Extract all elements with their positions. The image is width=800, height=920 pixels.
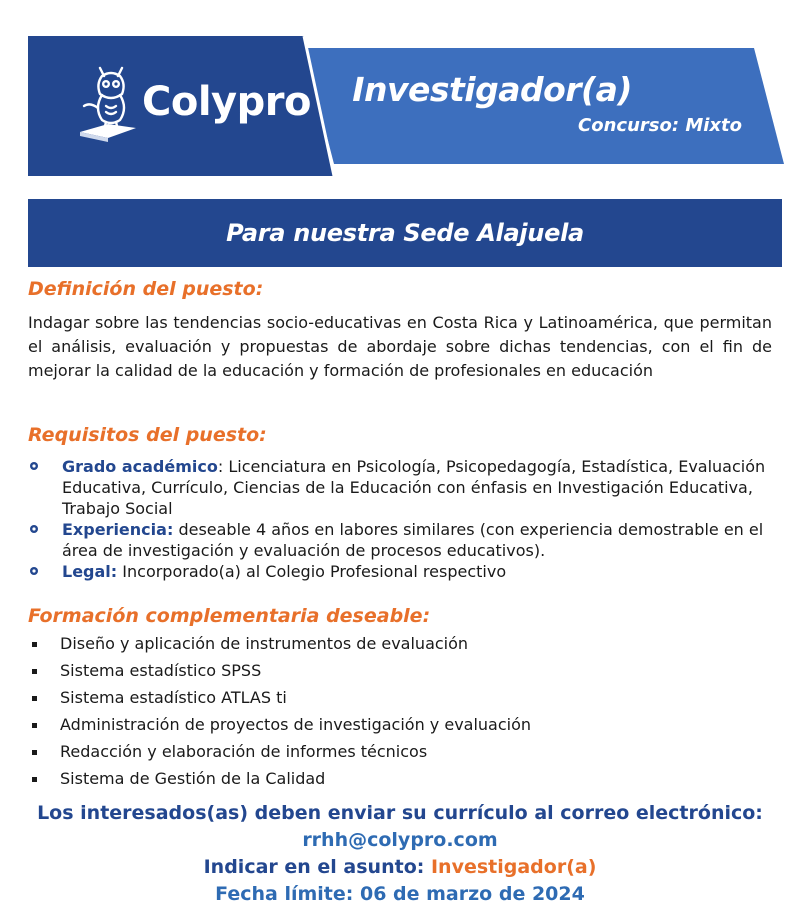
subject-value: Investigador(a): [430, 856, 597, 878]
training-item: Administración de proyectos de investigación y evaluación: [60, 715, 532, 734]
requirement-separator: :: [217, 457, 229, 476]
list-item: [28, 661, 531, 688]
colypro-logo: [78, 62, 311, 142]
requirement-text: Incorporado(a) al Colegio Profesional respectivo: [122, 562, 507, 581]
header-banner: [28, 36, 784, 176]
requirement-text: deseable 4 años en labores similares (con experiencia demostrable en el área de investigación y evaluación de procesos educativos).: [62, 520, 764, 560]
deadline: Fecha límite: 06 de marzo de 2024: [215, 883, 585, 905]
list-item: [28, 561, 780, 582]
list-item: [28, 715, 531, 742]
sede-text: Para nuestra Sede Alajuela: [226, 219, 584, 247]
definition-text: Indagar sobre las tendencias socio-educativas en Costa Rica y Latinoamérica, que permitan el análisis, evaluación y propuestas de abordaje sobre dichas tendencias, con el fin de mejorar la calidad de la educación y formación de profesionales en educación: [28, 313, 772, 380]
training-item: Diseño y aplicación de instrumentos de evaluación: [60, 634, 469, 653]
square-bullet-icon: [32, 723, 37, 728]
requirements-heading: Requisitos del puesto:: [28, 424, 267, 446]
training-list: [28, 634, 531, 796]
list-item: [28, 634, 531, 661]
requirement-text: Licenciatura en Psicología, Psicopedagogía, Estadística, Evaluación Educativa, Currículo, Ciencias de la Educación con énfasis en Investigación Educativa, Trabajo Social: [62, 457, 766, 518]
square-bullet-icon: [32, 777, 37, 782]
job-title: Investigador(a): [352, 70, 632, 109]
application-instructions: [0, 800, 800, 908]
list-item: [28, 456, 780, 519]
requirement-label: Legal:: [62, 562, 118, 581]
contest-type: Concurso: Mixto: [578, 115, 742, 136]
training-heading: Formación complementaria deseable:: [28, 605, 431, 627]
training-item: Sistema estadístico SPSS: [60, 661, 262, 680]
subject-label: Indicar en el asunto:: [203, 856, 425, 878]
training-item: Redacción y elaboración de informes técnicos: [60, 742, 428, 761]
bullet-icon: [28, 565, 40, 577]
owl-on-book-icon: [78, 62, 140, 142]
requirements-list: [28, 456, 780, 582]
bullet-icon: [28, 523, 40, 535]
square-bullet-icon: [32, 669, 37, 674]
training-item: Sistema de Gestión de la Calidad: [60, 769, 326, 788]
square-bullet-icon: [32, 642, 37, 647]
requirement-label: Grado académico: [62, 457, 218, 476]
subject-instruction: [0, 854, 800, 881]
sede-banner: [28, 199, 782, 267]
square-bullet-icon: [32, 696, 37, 701]
list-item: [28, 688, 531, 715]
requirement-label: Experiencia:: [62, 520, 174, 539]
training-item: Sistema estadístico ATLAS ti: [60, 688, 287, 707]
list-item: [28, 519, 780, 561]
list-item: [28, 742, 531, 769]
square-bullet-icon: [32, 750, 37, 755]
definition-heading: Definición del puesto:: [28, 278, 264, 300]
list-item: [28, 769, 531, 796]
send-cv-instruction: Los interesados(as) deben enviar su currículo al correo electrónico:: [37, 802, 763, 824]
contact-email[interactable]: rrhh@colypro.com: [302, 829, 498, 851]
bullet-icon: [28, 460, 40, 472]
brand-name: Colypro: [142, 79, 311, 125]
